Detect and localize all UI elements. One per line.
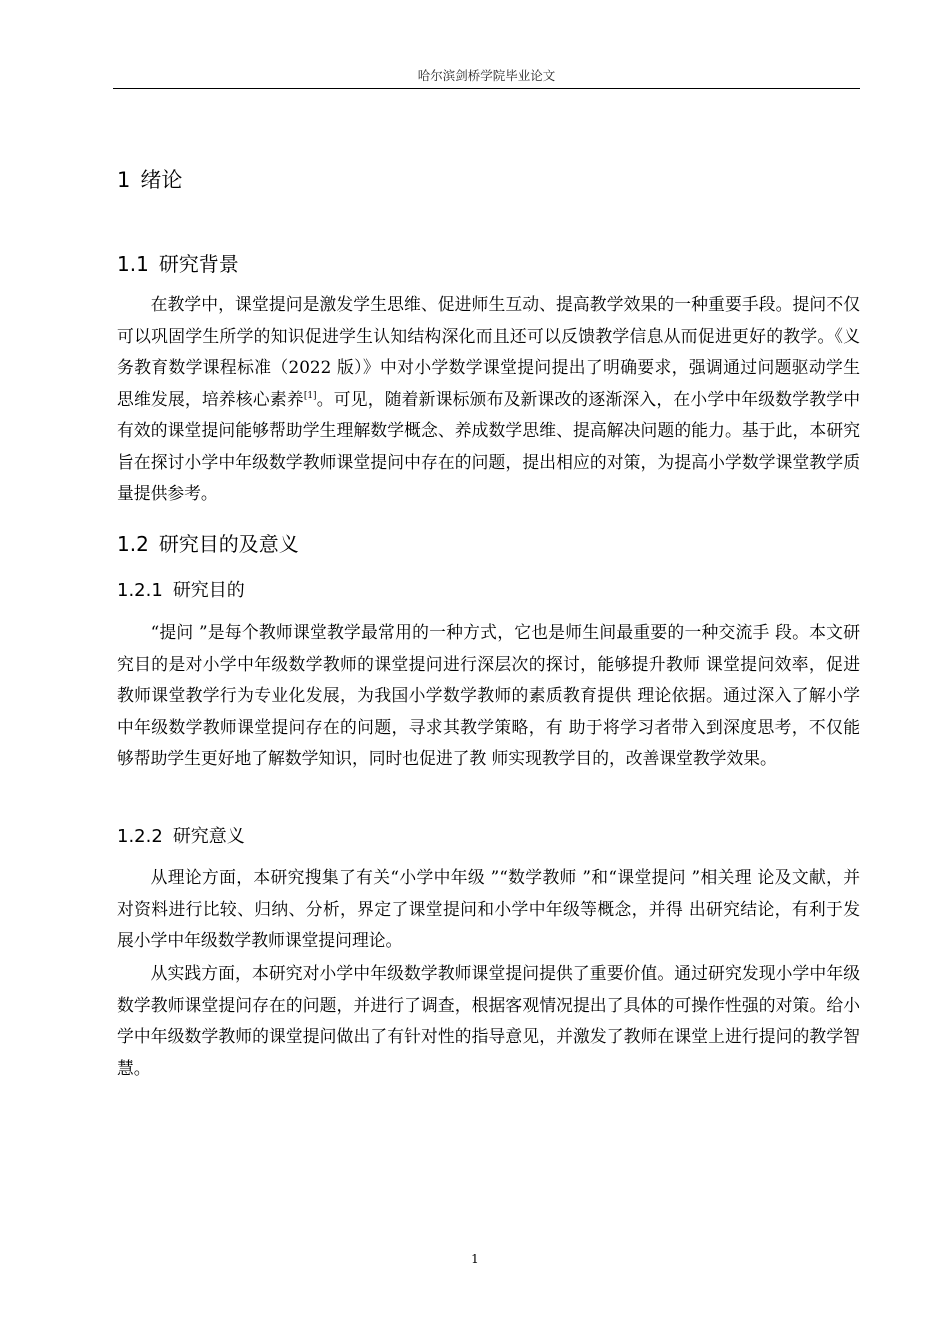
page-header: 哈尔滨剑桥学院毕业论文 [417, 68, 556, 83]
section-number: 1.1 [117, 252, 149, 276]
paragraph-practical-significance: 从实践方面，本研究对小学中年级数学教师课堂提问提供了重要价值。通过研究发现小学中年级数学教师课堂提问存在的问题，并进行了调查，根据客观情况提出了具体的可操作性强的对策。给小学中年级数学教师的课堂提问做出了有针对性的指导意见，并激发了教师在课堂上进行提问的教学智慧。 [117, 963, 860, 1078]
paragraph-research-purpose: “提问 ”是每个教师课堂教学最常用的一种方式，它也是师生间最重要的一种交流手 段。本文研究目的是对小学中年级数学教师的课堂提问进行深层次的探讨，能够提升教师 课堂提问效率，促进教师课堂教学行为专业化发展，为我国小学数学教师的素质教育提供 理论依据。通过深入了解小学中年级数学教师课堂提问存在的问题，寻求其教学策略，有 助于将学习者带入到深度思考，不仅能够帮助学生更好地了解数学知识，同时也促进了教 师实现教学目的，改善课堂教学效果。 [117, 622, 860, 768]
page-number: 1 [471, 1252, 479, 1266]
citation-reference: [1] [303, 390, 317, 401]
section-title: 研究目的及意义 [158, 532, 299, 556]
subsection-heading-1-2-2 [117, 822, 245, 848]
section-number: 1.2 [117, 532, 149, 556]
subsection-number: 1.2.1 [117, 580, 163, 601]
section-title: 研究背景 [158, 252, 239, 276]
subsection-title: 研究意义 [172, 826, 245, 847]
paragraph-text: 在教学中，课堂提问是激发学生思维、促进师生互动、提高教学效果的一种重要手段。提问不仅可以巩固学生所学的知识促进学生认知结构深化而且还可以反馈教学信息从而促进更好的教学。《义务教育数学课程标准（2022 版）》中对小学数学课堂提问提出了明确要求，强调通过问题驱动学生思维发展，培养核心素养 [117, 294, 860, 409]
subsection-number: 1.2.2 [117, 826, 163, 847]
paragraph-research-background [117, 289, 860, 510]
paragraph-theoretical-significance: 从理论方面，本研究搜集了有关“小学中年级 ”“数学教师 ”和“课堂提问 ”相关理 论及文献，并对资料进行比较、归纳、分析，界定了课堂提问和小学中年级等概念，并得 出研究结论，有利于发展小学中年级数学教师课堂提问理论。 [117, 867, 860, 950]
section-heading-1-2 [117, 528, 299, 557]
subsection-heading-1-2-1 [117, 576, 245, 602]
chapter-title: 绪论 [140, 168, 183, 192]
chapter-number: 1 [117, 168, 131, 192]
section-heading-1-1 [117, 248, 239, 277]
chapter-heading [117, 164, 182, 194]
header-rule [113, 88, 860, 89]
subsection-title: 研究目的 [172, 580, 245, 601]
paragraph-text: 。可见，随着新课标颁布及新课改的逐渐深入，在小学中年级数学教学中有效的课堂提问能够帮助学生理解数学概念、养成数学思维、提高解决问题的能力。基于此，本研究旨在探讨小学中年级数学教师课堂提问中存在的问题，提出相应的对策，为提高小学数学课堂教学质量提供参考。 [117, 388, 860, 503]
